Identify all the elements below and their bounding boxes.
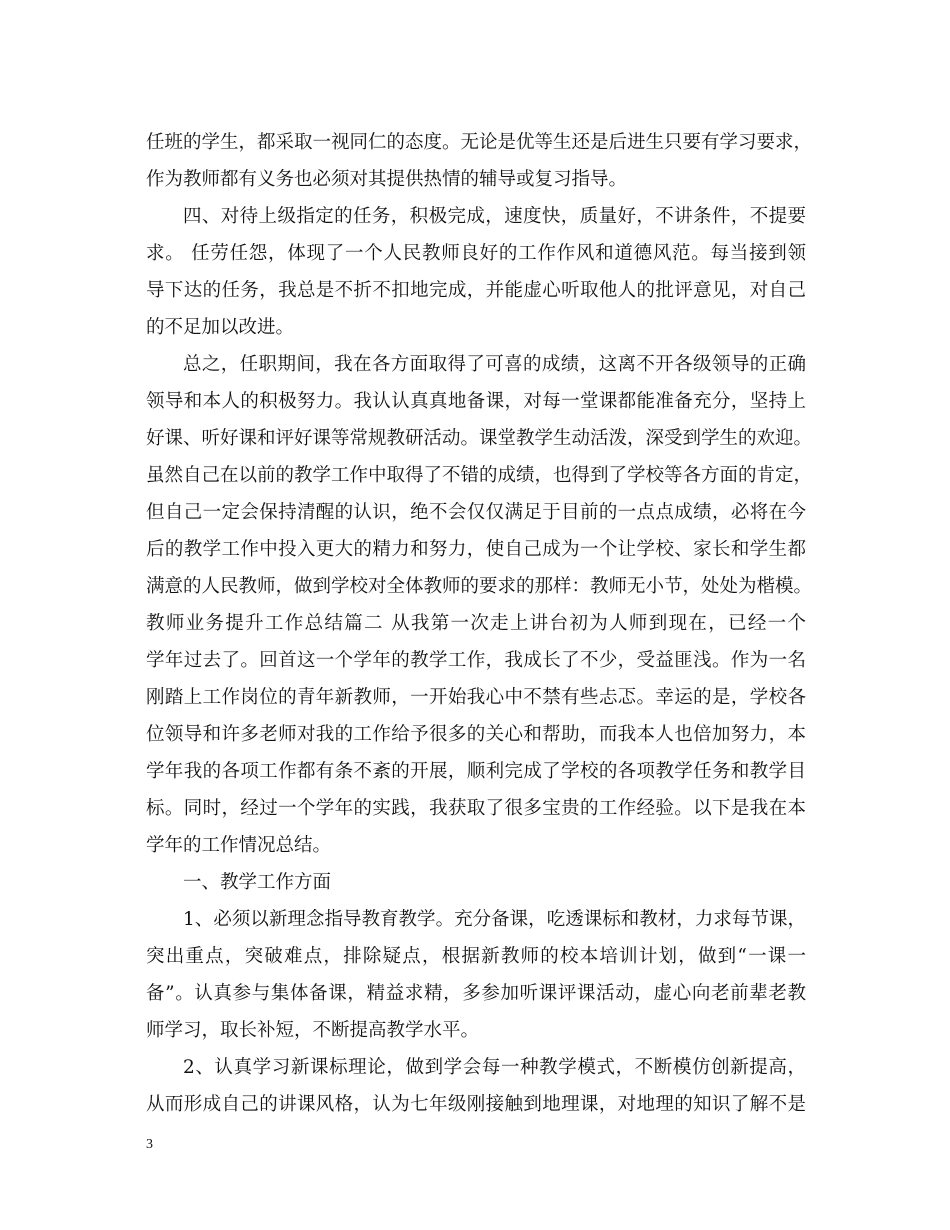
text-line: 但自己一定会保持清醒的认识，绝不会仅仅满足于目前的一点点成绩，必将在今 (146, 502, 806, 523)
text-line: 学年的工作情况总结。 (146, 835, 332, 856)
text-line: 突出重点，突破难点，排除疑点，根据新教师的校本培训计划，做到“一课一 (146, 946, 806, 967)
text-line: 刚踏上工作岗位的青年新教师，一开始我心中不禁有些忐忑。幸运的是，学校各 (146, 687, 806, 708)
text-line: 导下达的任务，我总是不折不扣地完成，并能虚心听取他人的批评意见，对自己 (146, 280, 806, 301)
text-line: 2、认真学习新课标理论，做到学会每一种教学模式，不断模仿创新提高， (183, 1057, 806, 1078)
text-line: 教师业务提升工作总结篇二 从我第一次走上讲台初为人师到现在，已经一个 (146, 613, 806, 634)
page-number: 3 (146, 1137, 153, 1152)
text-line: 备”。认真参与集体备课，精益求精，多参加听课评课活动，虚心向老前辈老教 (146, 983, 806, 1004)
text-line: 作为教师都有义务也必须对其提供热情的辅导或复习指导。 (146, 169, 628, 190)
text-line: 四、对待上级指定的任务，积极完成，速度快，质量好，不讲条件，不提要 (183, 206, 806, 227)
text-line: 从而形成自己的讲课风格，认为七年级刚接触到地理课，对地理的知识了解不是 (146, 1094, 806, 1115)
text-line: 的不足加以改进。 (146, 317, 295, 338)
section-heading: 一、教学工作方面 (183, 872, 332, 893)
text-line: 好课、听好课和评好课等常规教研活动。课堂教学生动活泼，深受到学生的欢迎。 (146, 428, 813, 449)
text-line: 总之，任职期间，我在各方面取得了可喜的成绩，这离不开各级领导的正确 (183, 354, 806, 375)
text-line: 任班的学生，都采取一视同仁的态度。无论是优等生还是后进生只要有学习要求， (146, 132, 813, 153)
text-line: 后的教学工作中投入更大的精力和努力，使自己成为一个让学校、家长和学生都 (146, 539, 806, 560)
text-line: 位领导和许多老师对我的工作给予很多的关心和帮助，而我本人也倍加努力，本 (146, 724, 806, 745)
text-line: 标。同时，经过一个学年的实践，我获取了很多宝贵的工作经验。以下是我在本 (146, 798, 806, 819)
text-line: 1、必须以新理念指导教育教学。充分备课，吃透课标和教材，力求每节课， (183, 909, 806, 930)
text-line: 满意的人民教师，做到学校对全体教师的要求的那样：教师无小节，处处为楷模。 (146, 576, 813, 597)
text-line: 求。 任劳任怨，体现了一个人民教师良好的工作作风和道德风范。每当接到领 (146, 243, 806, 264)
text-line: 师学习，取长补短，不断提高教学水平。 (146, 1020, 480, 1041)
text-line: 领导和本人的积极努力。我认认真真地备课，对每一堂课都能准备充分，坚持上 (146, 391, 806, 412)
text-line: 虽然自己在以前的教学工作中取得了不错的成绩，也得到了学校等各方面的肯定， (146, 465, 813, 486)
text-line: 学年过去了。回首这一个学年的教学工作，我成长了不少，受益匪浅。作为一名 (146, 650, 806, 671)
text-line: 学年我的各项工作都有条不紊的开展，顺利完成了学校的各项教学任务和教学目 (146, 761, 806, 782)
